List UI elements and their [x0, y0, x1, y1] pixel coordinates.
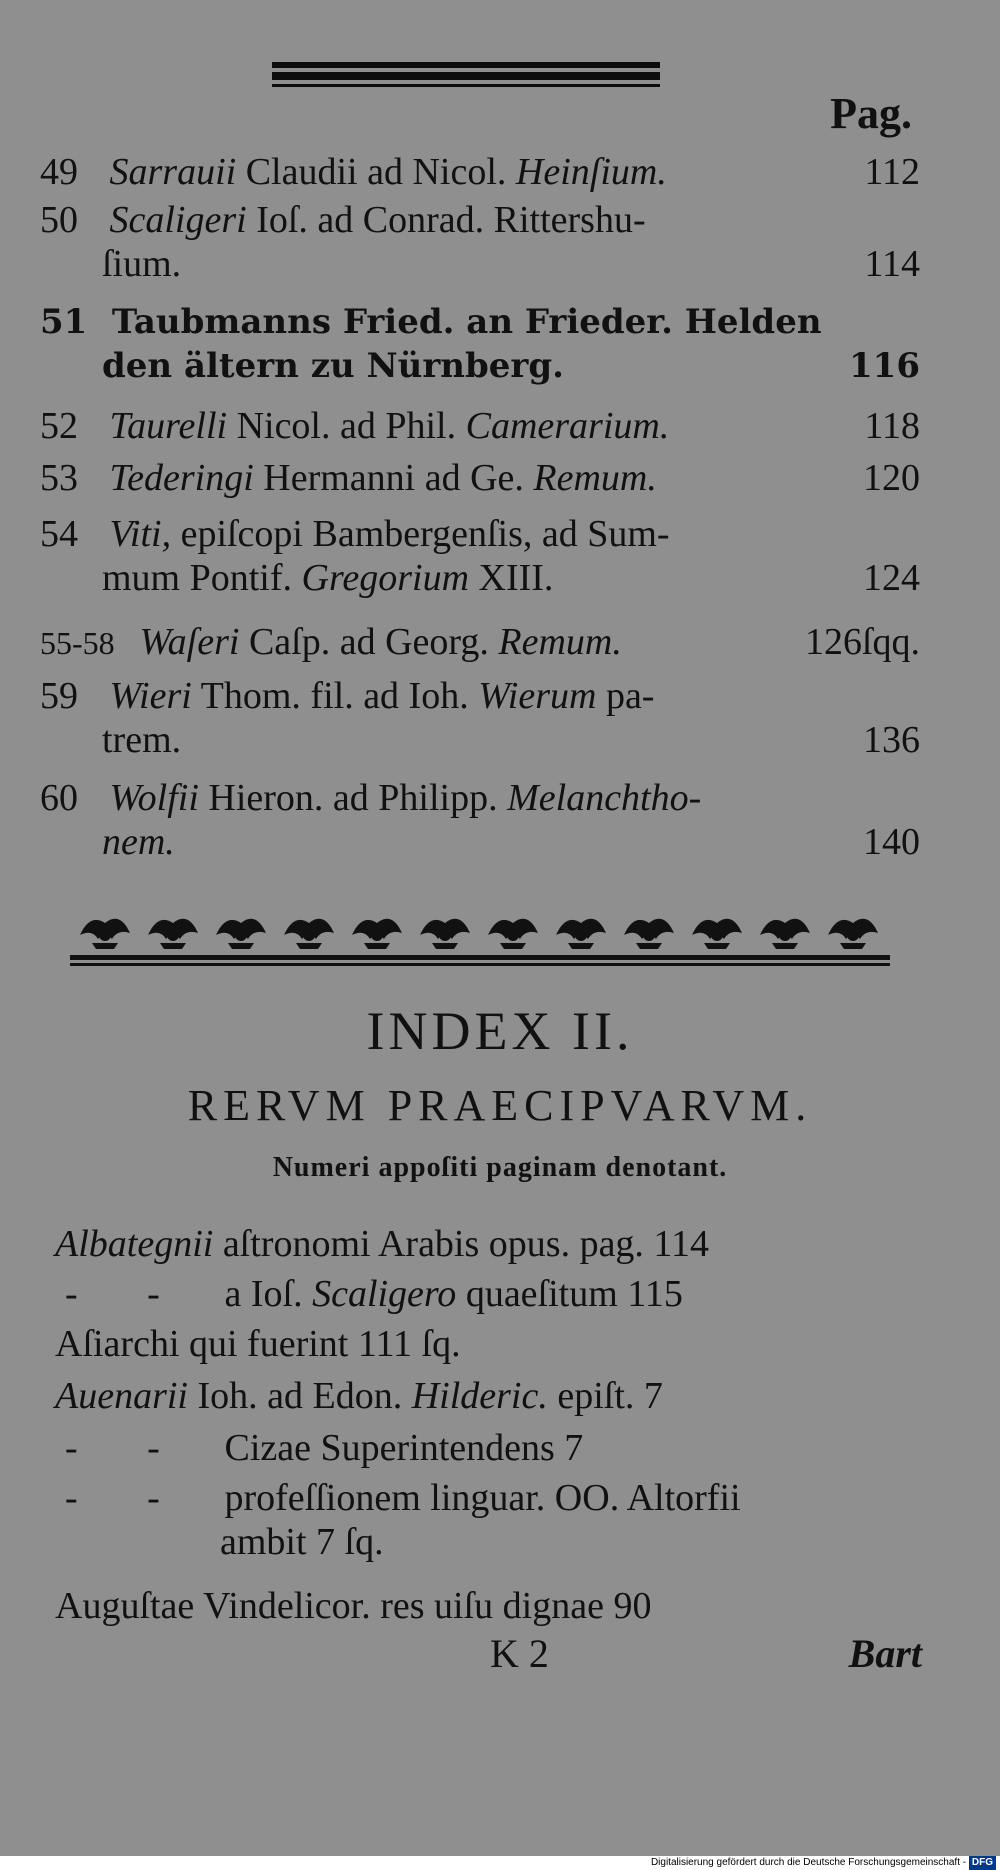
entry-number: 54 — [40, 513, 78, 555]
entry-author: Taurelli — [109, 405, 228, 447]
entry-page: 112 — [864, 151, 920, 193]
entry-page: 136 — [863, 719, 920, 761]
entry-text-italic: Melanchtho- — [507, 777, 702, 819]
index-entry — [55, 1476, 935, 1564]
list-item — [40, 404, 920, 448]
entry-page: 126ſqq. — [804, 621, 920, 663]
entry-author: Wieri — [109, 675, 192, 717]
entry-text: epiſcopi Bambergenſis, ad Sum- — [180, 513, 670, 555]
dfg-logo: DFG — [969, 1856, 996, 1870]
entry-continuation — [40, 242, 920, 286]
entry-page: 116 — [849, 346, 920, 386]
entry-page: 114 — [864, 243, 920, 285]
entry-text-italic: Gregorium — [301, 557, 470, 599]
entry-text: den ältern zu Nürnberg. — [102, 346, 564, 386]
rule-bar — [272, 72, 660, 80]
entry-number: 59 — [40, 675, 78, 717]
entry-number: 55-58 — [40, 625, 115, 661]
entry-continuation — [40, 718, 920, 762]
list-item — [40, 674, 920, 762]
list-item — [40, 300, 920, 388]
entry-number: 53 — [40, 457, 78, 499]
rule-bar — [272, 62, 660, 68]
index-text: quaeſitum 115 — [465, 1273, 683, 1315]
entry-text: mum Pontif. — [102, 557, 293, 599]
ditto-dashes: - - — [65, 1427, 190, 1469]
index-term: Albategnii — [55, 1223, 214, 1265]
entry-number: 49 — [40, 151, 78, 193]
index-text: Cizae Superintendens 7 — [224, 1427, 584, 1469]
entry-page: 124 — [863, 557, 920, 599]
entry-text-italic: Heinſium. — [515, 151, 667, 193]
entry-number: 51 — [40, 302, 88, 342]
index-text: Ioh. ad Edon. — [197, 1375, 403, 1417]
index-text: Aſiarchi qui fuerint 111 ſq. — [55, 1323, 461, 1365]
entry-text: Ioſ. ad Conrad. Rittershu- — [256, 199, 646, 241]
catchword: Bart — [848, 1631, 922, 1676]
index-entry — [55, 1374, 935, 1418]
list-item — [40, 150, 920, 194]
index-term: Auenarii — [55, 1375, 188, 1417]
entry-text-italic: Camerarium. — [465, 405, 670, 447]
index-entry — [55, 1222, 935, 1266]
entry-author: Waſeri — [139, 621, 240, 663]
entry-page: 118 — [864, 405, 920, 447]
rule-bar — [272, 84, 660, 87]
index-text: epiſt. 7 — [557, 1375, 663, 1417]
list-item — [40, 456, 920, 500]
index-text: aſtronomi Arabis opus. pag. 114 — [222, 1223, 710, 1265]
list-item — [40, 512, 920, 600]
ditto-dashes: - - — [65, 1273, 190, 1315]
entry-text: trem. — [102, 719, 182, 761]
entry-text-italic: Remum. — [498, 621, 622, 663]
index-note: Numeri appoſiti paginam denotant. — [272, 1152, 728, 1183]
entry-author: Viti, — [109, 513, 172, 555]
digitization-footer — [0, 1856, 1000, 1870]
entry-page: 120 — [863, 457, 920, 499]
entry-text: XIII. — [478, 557, 554, 599]
index-entry — [55, 1426, 935, 1470]
entry-text: Hieron. ad Philipp. — [208, 777, 498, 819]
entry-text: Nicol. ad Phil. — [236, 405, 457, 447]
entry-text: Caſp. ad Georg. — [248, 621, 489, 663]
index-subtitle: RERVM PRAECIPVARVM. — [187, 1081, 813, 1130]
index-text: a Ioſ. — [224, 1273, 303, 1315]
index-entry — [55, 1272, 935, 1316]
ornament-band — [70, 905, 890, 967]
list-item — [40, 620, 920, 665]
entry-number: 50 — [40, 199, 78, 241]
entry-text: Claudii ad Nicol. — [245, 151, 507, 193]
entry-author: Sarrauii — [109, 151, 237, 193]
entry-text-italic: nem. — [102, 821, 175, 863]
entry-author: Tederingi — [109, 457, 254, 499]
top-double-rule — [272, 60, 660, 90]
page-column-header: Pag. — [830, 89, 912, 138]
entry-text: Hermanni ad Ge. — [263, 457, 524, 499]
entry-author: Scaligeri — [109, 199, 247, 241]
entry-page: 140 — [863, 821, 920, 863]
entry-text: Taubmanns Fried. an Frieder. Helden — [111, 302, 822, 342]
list-item — [40, 198, 920, 286]
entry-text-italic: Wierum — [478, 675, 597, 717]
index-term: Scaligero — [312, 1273, 457, 1315]
index-entry — [55, 1322, 935, 1366]
index-term: Hilderic. — [411, 1375, 548, 1417]
entry-number: 60 — [40, 777, 78, 819]
entry-continuation — [40, 556, 920, 600]
entry-author: Wolfii — [109, 777, 199, 819]
signature-mark: K 2 — [490, 1631, 549, 1676]
index-continuation: ambit 7 ſq. — [220, 1521, 384, 1563]
entry-text: Thom. fil. ad Ioh. — [200, 675, 469, 717]
ditto-dashes: - - — [65, 1477, 190, 1519]
entry-continuation — [40, 344, 920, 388]
entry-continuation — [40, 820, 920, 864]
list-item — [40, 776, 920, 864]
index-title: INDEX II. — [366, 1001, 634, 1061]
entry-text-italic: Remum. — [533, 457, 657, 499]
entry-text: ſium. — [102, 243, 182, 285]
index-text: profeſſionem linguar. OO. Altorfii — [224, 1477, 741, 1519]
entry-number: 52 — [40, 405, 78, 447]
index-entry — [55, 1584, 935, 1628]
index-text: Auguſtae Vindelicor. res uiſu dignae 90 — [55, 1585, 652, 1627]
entry-text: pa- — [605, 675, 655, 717]
footer-text: Digitalisierung gefördert durch die Deutsche Forschungsgemeinschaft - — [650, 1857, 967, 1868]
